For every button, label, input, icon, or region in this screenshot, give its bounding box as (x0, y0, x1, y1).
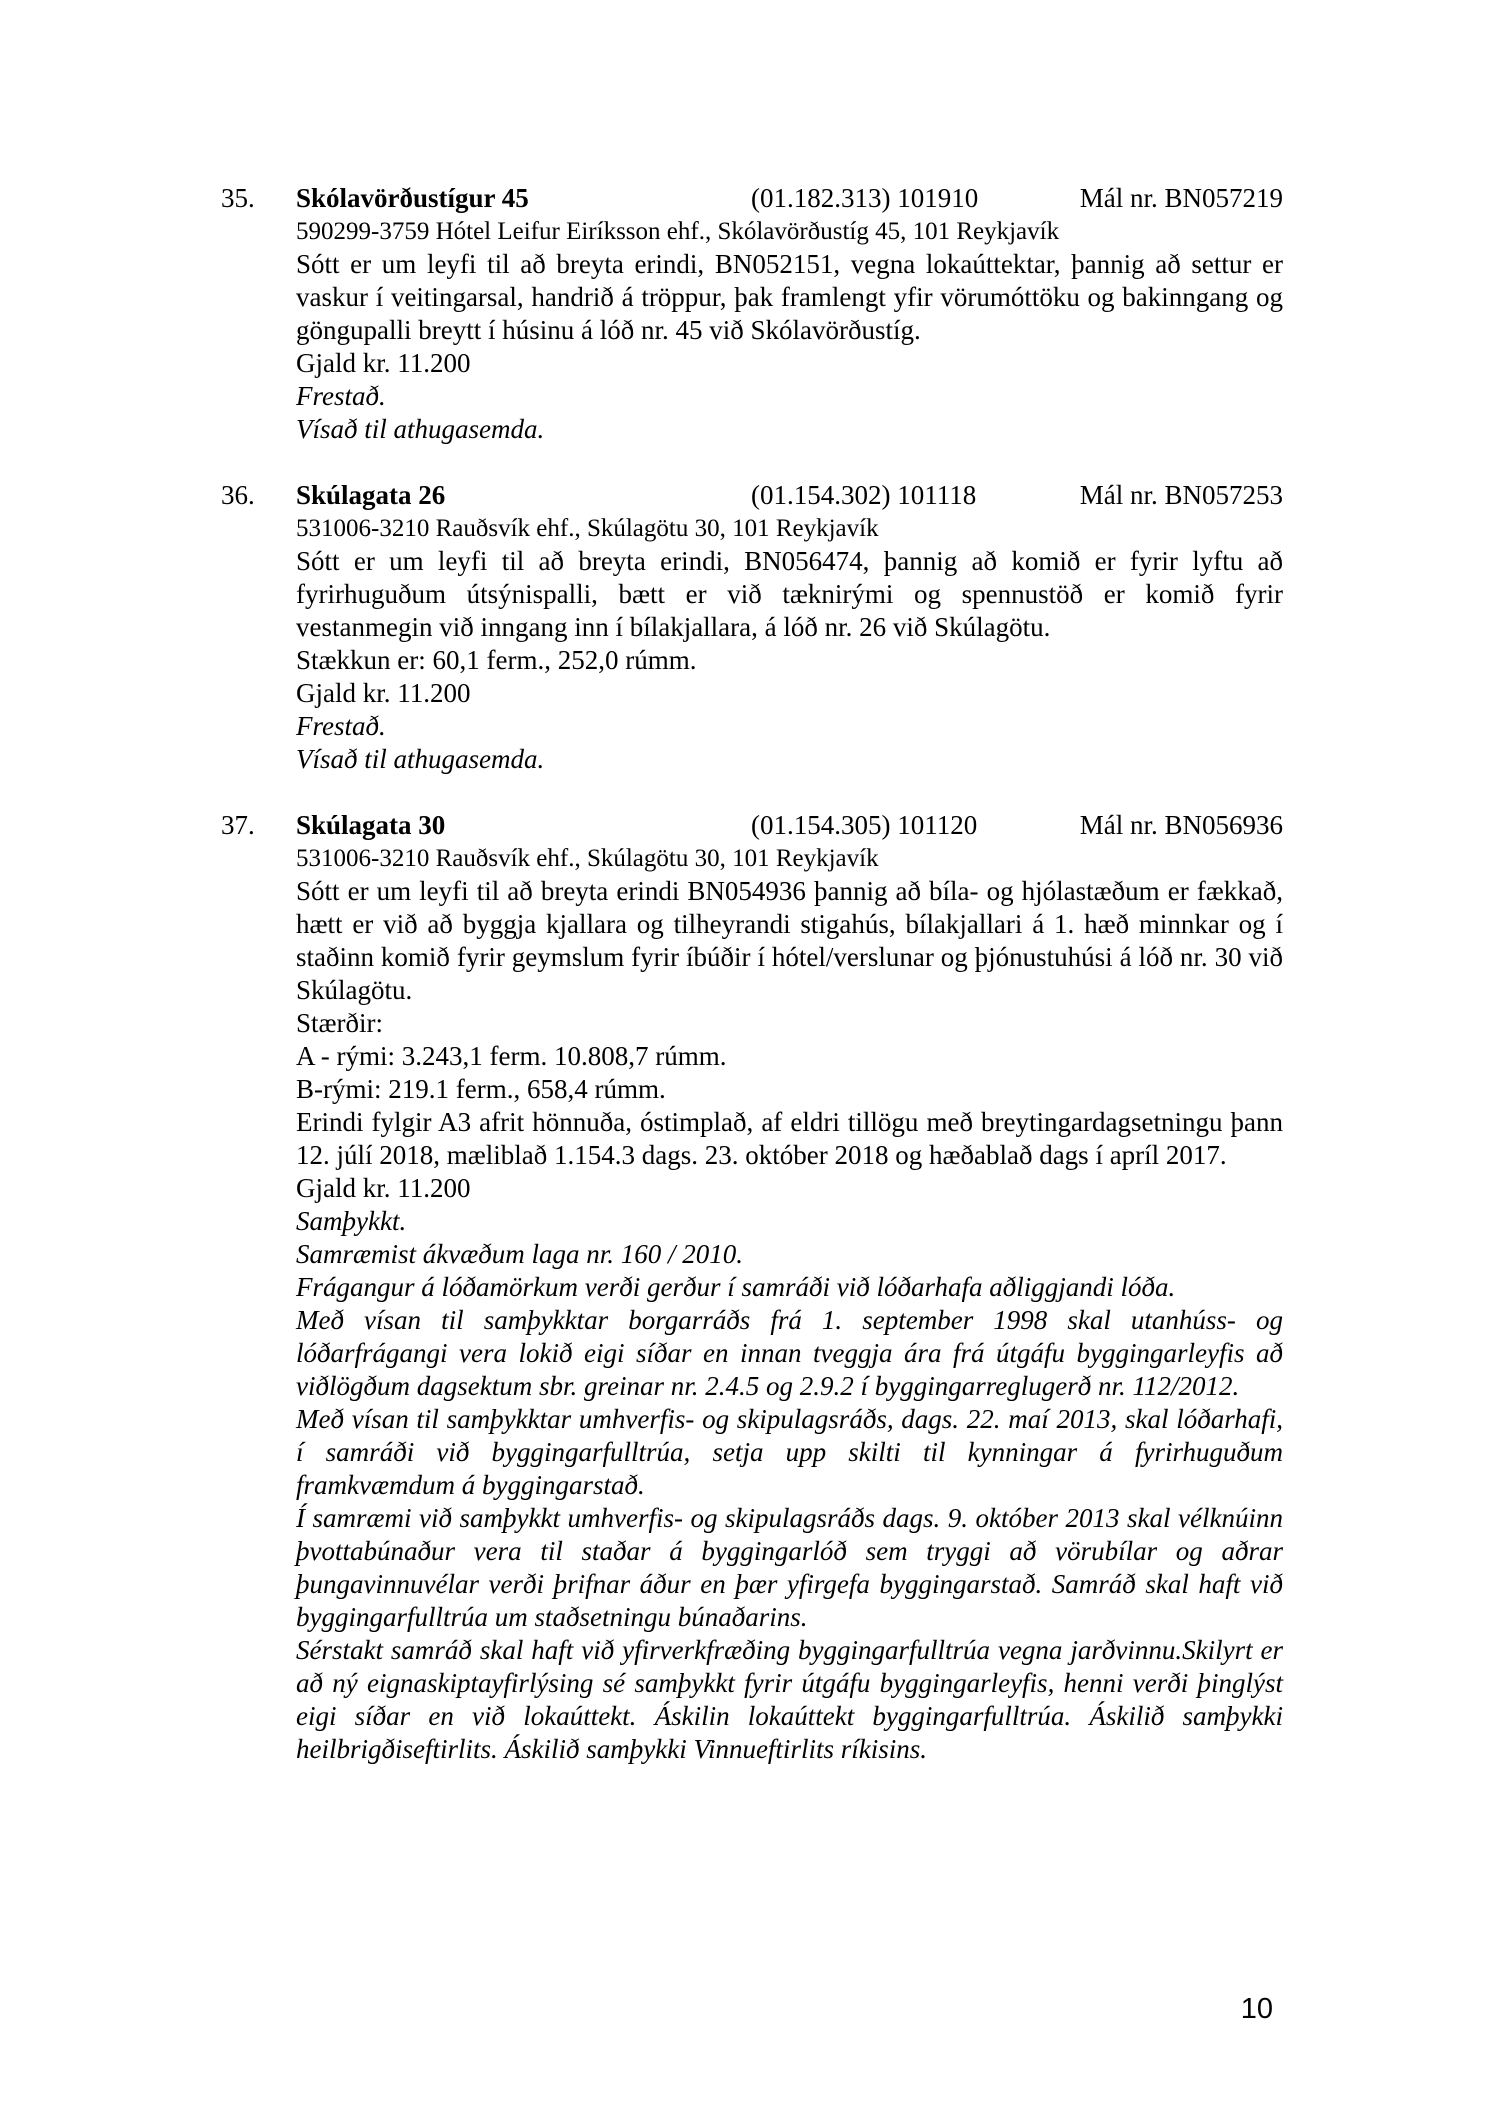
resolution-line: Vísað til athugasemda. (296, 744, 545, 774)
fee-line: Gjald kr. 11.200 (296, 678, 471, 708)
agenda-item-36 (221, 479, 1283, 776)
item-header (221, 479, 1283, 512)
resolution-line: Samþykkt. (296, 1206, 407, 1236)
fee-line: Gjald kr. 11.200 (296, 348, 471, 378)
resolution-line: Frestað. (296, 711, 386, 741)
item-body (296, 512, 1283, 776)
request-paragraph: Sótt er um leyfi til að breyta erindi, BN052151, vegna lokaúttektar, þannig að settur er vaskur í veitingarsal, handrið á tröppur, þak framlengt yfir vörumóttöku og bakinngang og göngupalli breytt í húsinu á lóð nr. 45 við Skólavörðustíg. (296, 249, 1283, 345)
minutes-content (221, 182, 1283, 1799)
item-reference-number: (01.154.302) 101118 (751, 480, 977, 510)
item-number: 35. (221, 183, 255, 213)
item-body (296, 215, 1283, 446)
request-paragraph: Sótt er um leyfi til að breyta erindi BN054936 þannig að bíla- og hjólastæðum er fækkað, hætt er við að byggja kjallara og tilheyrandi stigahús, bílakjallari á 1. hæð minnkar og í staðinn komið fyrir geymslum fyrir íbúðir í hótel/verslunar og þjónustuhúsi á lóð nr. 30 við Skúlagötu. (296, 876, 1283, 1005)
item-header (221, 182, 1283, 215)
item-number: 37. (221, 810, 255, 840)
sizes-heading-line: Stærðir: (296, 1008, 384, 1038)
applicant-line: 531006-3210 Rauðsvík ehf., Skúlagötu 30, 101 Reykjavík (296, 515, 879, 542)
request-paragraph: Sótt er um leyfi til að breyta erindi, BN056474, þannig að komið er fyrir lyftu að fyrirhuguðum útsýnispalli, bætt er við tæknirými og spennustöð er komið fyrir vestanmegin við inngang inn í bílakjallara, á lóð nr. 26 við Skúlagötu. (296, 546, 1283, 642)
agenda-item-35 (221, 182, 1283, 446)
resolution-paragraph: Með vísan til samþykktar borgarráðs frá 1. september 1998 skal utanhúss- og lóðarfrágangi vera lokið eigi síðar en innan tveggja ára frá útgáfu byggingarleyfis að viðlögðum dagsektum sbr. greinar nr. 2.4.5 og 2.9.2 í byggingarreglugerð nr. 112/2012. (296, 1305, 1283, 1401)
item-reference-number: (01.182.313) 101910 (751, 183, 979, 213)
applicant-line: 590299-3759 Hótel Leifur Eiríksson ehf., Skólavörðustíg 45, 101 Reykjavík (296, 218, 1060, 245)
page-number: 10 (1240, 1993, 1273, 2025)
item-title: Skólavörðustígur 45 (296, 183, 529, 213)
resolution-line: Frágangur á lóðamörkum verði gerður í samráði við lóðarhafa aðliggjandi lóða. (296, 1272, 1176, 1302)
fee-line: Gjald kr. 11.200 (296, 1173, 471, 1203)
item-header (221, 809, 1283, 842)
resolution-paragraph: Með vísan til samþykktar umhverfis- og skipulagsráðs, dags. 22. maí 2013, skal lóðarhafi, í samráði við byggingarfulltrúa, setja upp skilti til kynningar á fyrirhuguðum framkvæmdum á byggingarstað. (296, 1404, 1283, 1500)
item-number: 36. (221, 480, 255, 510)
size-line: Stækkun er: 60,1 ferm., 252,0 rúmm. (296, 645, 697, 675)
size-b-line: B-rými: 219.1 ferm., 658,4 rúmm. (296, 1074, 666, 1104)
size-a-line: A - rými: 3.243,1 ferm. 10.808,7 rúmm. (296, 1041, 727, 1071)
item-case-number: Mál nr. BN056936 (1079, 810, 1283, 840)
applicant-line: 531006-3210 Rauðsvík ehf., Skúlagötu 30, 101 Reykjavík (296, 845, 879, 872)
resolution-line: Samræmist ákvæðum laga nr. 160 / 2010. (296, 1239, 744, 1269)
resolution-line: Vísað til athugasemda. (296, 414, 545, 444)
resolution-line: Frestað. (296, 381, 386, 411)
attachment-paragraph: Erindi fylgir A3 afrit hönnuða, óstimplað, af eldri tillögu með breytingardagsetningu þann 12. júlí 2018, mæliblað 1.154.3 dags. 23. október 2018 og hæðablað dags í apríl 2017. (296, 1107, 1283, 1170)
agenda-item-37 (221, 809, 1283, 1766)
item-body (296, 842, 1283, 1766)
item-case-number: Mál nr. BN057219 (1079, 183, 1283, 213)
item-title: Skúlagata 26 (296, 480, 446, 510)
item-title: Skúlagata 30 (296, 810, 446, 840)
resolution-paragraph: Sérstakt samráð skal haft við yfirverkfræðing byggingarfulltrúa vegna jarðvinnu.Skilyrt er að ný eignaskiptayfirlýsing sé samþykkt fyrir útgáfu byggingarleyfis, henni verði þinglýst eigi síðar en við lokaúttekt. Áskilin lokaúttekt byggingarfulltrúa. Áskilið samþykki heilbrigðiseftirlits. Áskilið samþykki Vinnueftirlits ríkisins. (296, 1635, 1283, 1764)
resolution-paragraph: Í samræmi við samþykkt umhverfis- og skipulagsráðs dags. 9. október 2013 skal vélknúinn þvottabúnaður vera til staðar á byggingarlóð sem tryggi að vörubílar og aðrar þungavinnuvélar verði þrifnar áður en þær yfirgefa byggingarstað. Samráð skal haft við byggingarfulltrúa um staðsetningu búnaðarins. (296, 1503, 1283, 1632)
item-case-number: Mál nr. BN057253 (1079, 480, 1283, 510)
item-reference-number: (01.154.305) 101120 (751, 810, 978, 840)
